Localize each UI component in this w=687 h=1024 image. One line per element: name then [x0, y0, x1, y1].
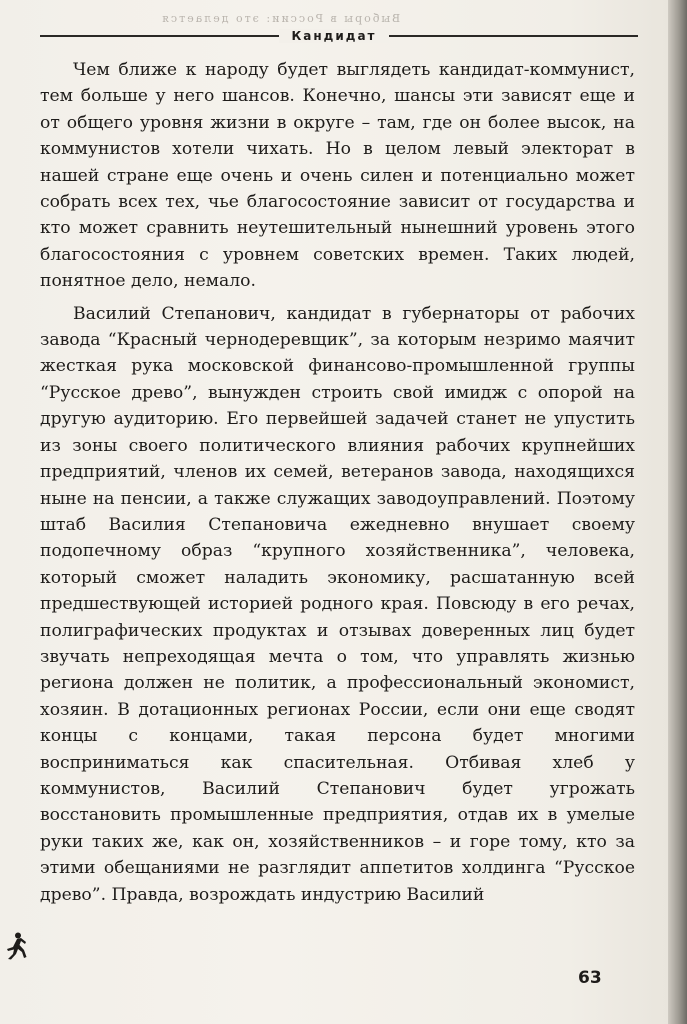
running-head-title: Кандидат: [279, 29, 388, 43]
paragraph-1: Чем ближе к народу будет выглядеть кандидат-коммунист, тем больше у него шансов. Конечно, шансы эти зависят еще и от общего уровня жизни в округе – там, где он более высок, на коммунистов хотели чихать. Но в целом левый электорат в нашей стране еще очень и очень силен и потенциально может собрать всех тех, чье благосостояние зависит от государства и кто может сравнить неутешительный нынешний уровень этого благосостояния с уровнем советских времен. Таких людей, понятное дело, немало.: [40, 60, 635, 292]
show-through-text: Выборы в России: это делается: [160, 12, 401, 25]
page-edge-shadow: [668, 0, 687, 1024]
body-text: [40, 57, 635, 908]
running-figure-icon: [4, 932, 28, 960]
paragraph-2: Василий Степанович, кандидат в губернаторы от рабочих завода “Красный чернодеревщик”, за которым незримо маячит жесткая рука московской финансово-промышленной группы “Русское древо”, вынужден строить свой имидж с опорой на другую аудиторию. Его первейшей задачей станет не упустить из зоны своего политического влияния рабочих крупнейших предприятий, членов их семей, ветеранов завода, находящихся ныне на пенсии, а также служащих заводоуправлений. Поэтому штаб Василия Степановича ежедневно внушает своему подопечному образ “крупного хозяйственника”, человека, который сможет наладить экономику, расшатанную всей предшествующей историей родного края. Повсюду в его речах, полиграфических продуктах и отзывах доверенных лиц будет звучать непреходящая мечта о том, что управлять жизнью региона должен не политик, а профессиональный экономист, хозяин. В дотационных регионах России, если они еще сводят концы с концами, такая персона будет многими восприниматься как спасительная. Отбивая хлеб у коммунистов, Василий Степанович будет угрожать восстановить промышленные предприятия, отдав их в умелые руки таких же, как он, хозяйственников – и горе тому, кто за этими обещаниями не разглядит аппетитов холдинга “Русское древо”. Правда, возрождать индустрию Василий: [40, 303, 635, 905]
header-rule: [40, 35, 638, 37]
page-number: 63: [578, 968, 602, 988]
